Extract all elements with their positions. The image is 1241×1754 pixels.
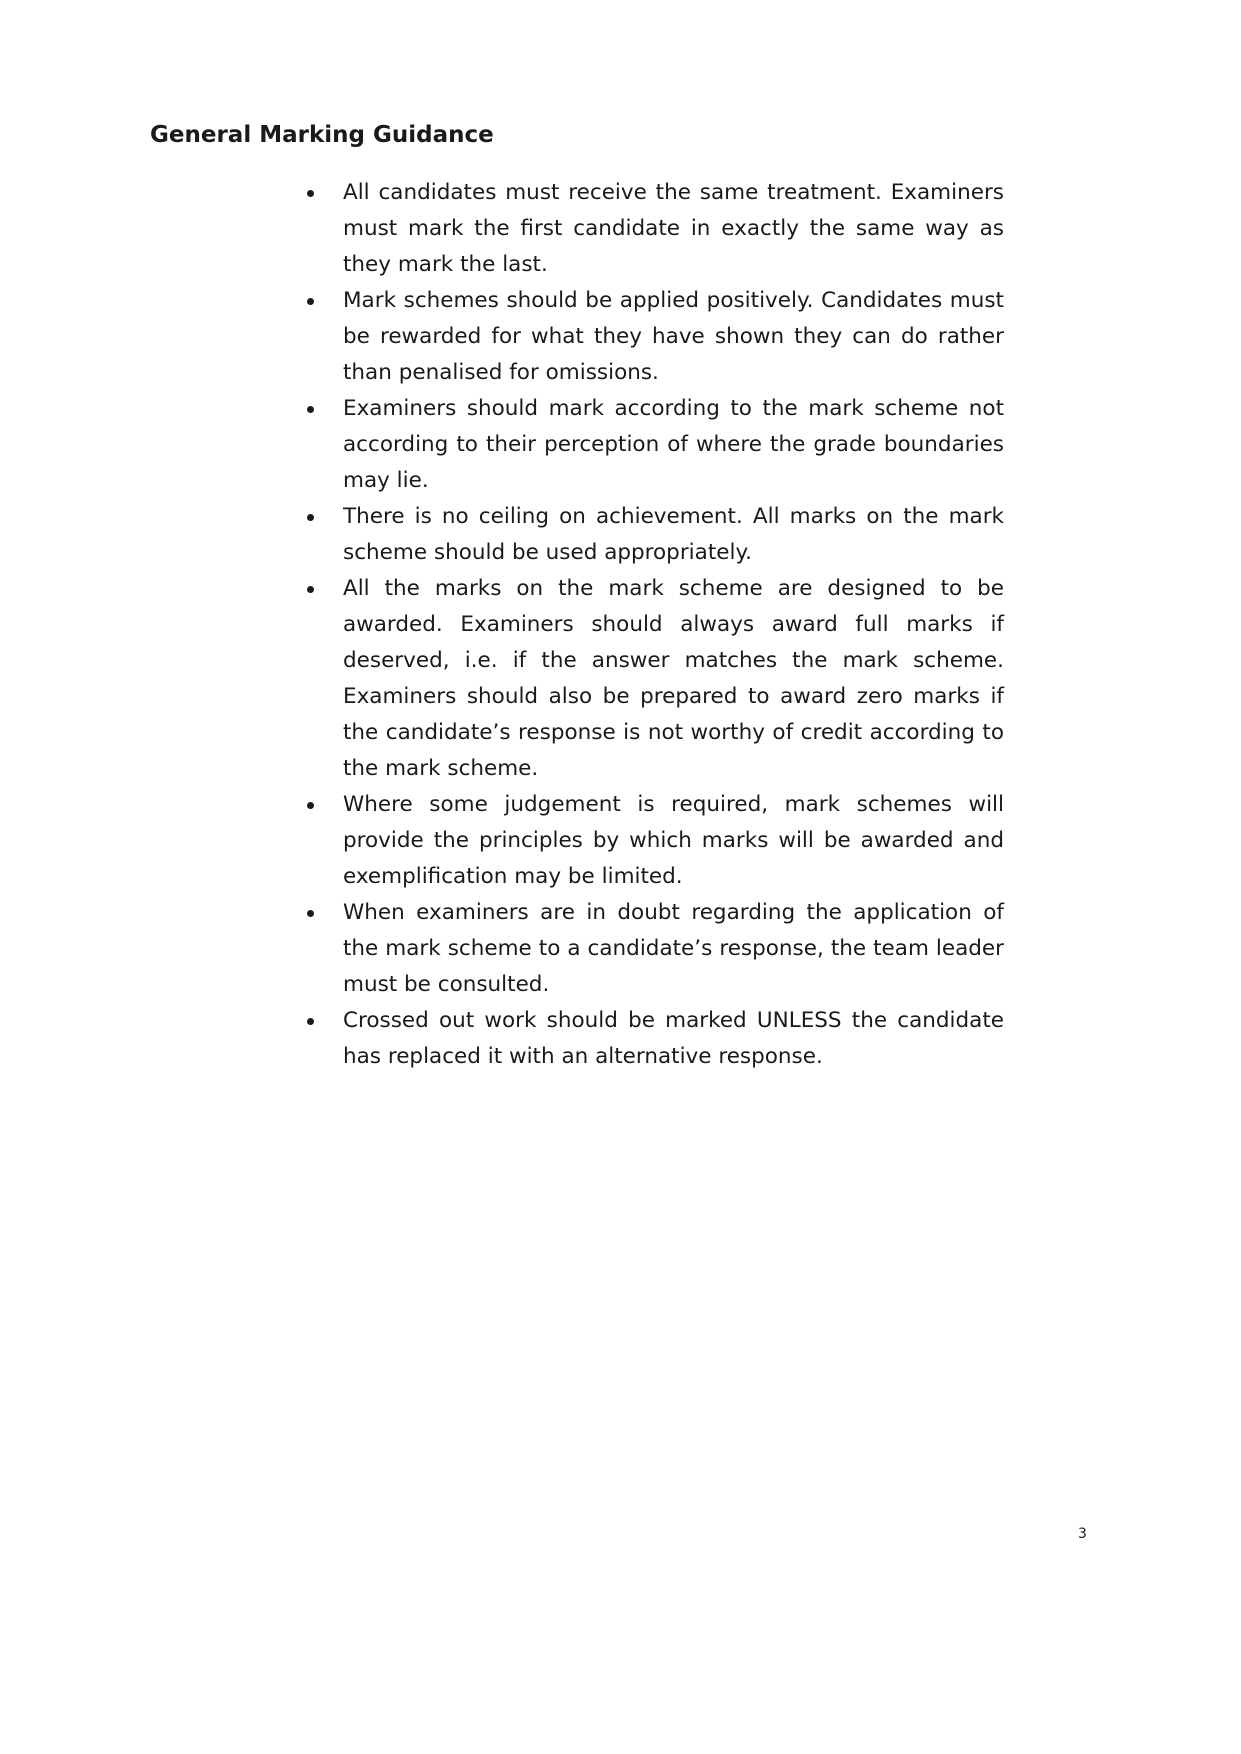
list-item xyxy=(343,1003,1004,1075)
list-item-text: There is no ceiling on achievement. All marks on the mark scheme should be used appropriately. xyxy=(343,504,1004,565)
bullet-icon xyxy=(307,910,314,917)
list-item-text: All the marks on the mark scheme are designed to be awarded. Examiners should always award full marks if deserved, i.e. if the answer matches the mark scheme. Examiners should also be prepared to award zero marks if the candidate’s response is not worthy of credit according to the mark scheme. xyxy=(343,576,1004,781)
list-item-text: All candidates must receive the same treatment. Examiners must mark the first candidate in exactly the same way as they mark the last. xyxy=(343,180,1004,277)
list-item-text: Examiners should mark according to the mark scheme not according to their perception of where the grade boundaries may lie. xyxy=(343,396,1004,493)
bullet-icon xyxy=(307,406,314,413)
list-item-text: Mark schemes should be applied positively. Candidates must be rewarded for what they have shown they can do rather than penalised for omissions. xyxy=(343,288,1004,385)
bullet-icon xyxy=(307,514,314,521)
bullet-icon xyxy=(307,1018,314,1025)
guidance-list xyxy=(343,175,1004,1075)
list-item xyxy=(343,175,1004,283)
page-number: 3 xyxy=(1078,1526,1087,1542)
bullet-icon xyxy=(307,298,314,305)
bullet-icon xyxy=(307,802,314,809)
list-item-text: When examiners are in doubt regarding the application of the mark scheme to a candidate’s response, the team leader must be consulted. xyxy=(343,900,1004,997)
list-item xyxy=(343,571,1004,787)
section-heading: General Marking Guidance xyxy=(150,122,494,148)
bullet-icon xyxy=(307,190,314,197)
list-item xyxy=(343,787,1004,895)
list-item xyxy=(343,895,1004,1003)
list-item xyxy=(343,283,1004,391)
list-item-text: Where some judgement is required, mark schemes will provide the principles by which marks will be awarded and exemplification may be limited. xyxy=(343,792,1004,889)
list-item xyxy=(343,391,1004,499)
list-item-text: Crossed out work should be marked UNLESS the candidate has replaced it with an alternative response. xyxy=(343,1008,1004,1069)
bullet-icon xyxy=(307,586,314,593)
list-item xyxy=(343,499,1004,571)
